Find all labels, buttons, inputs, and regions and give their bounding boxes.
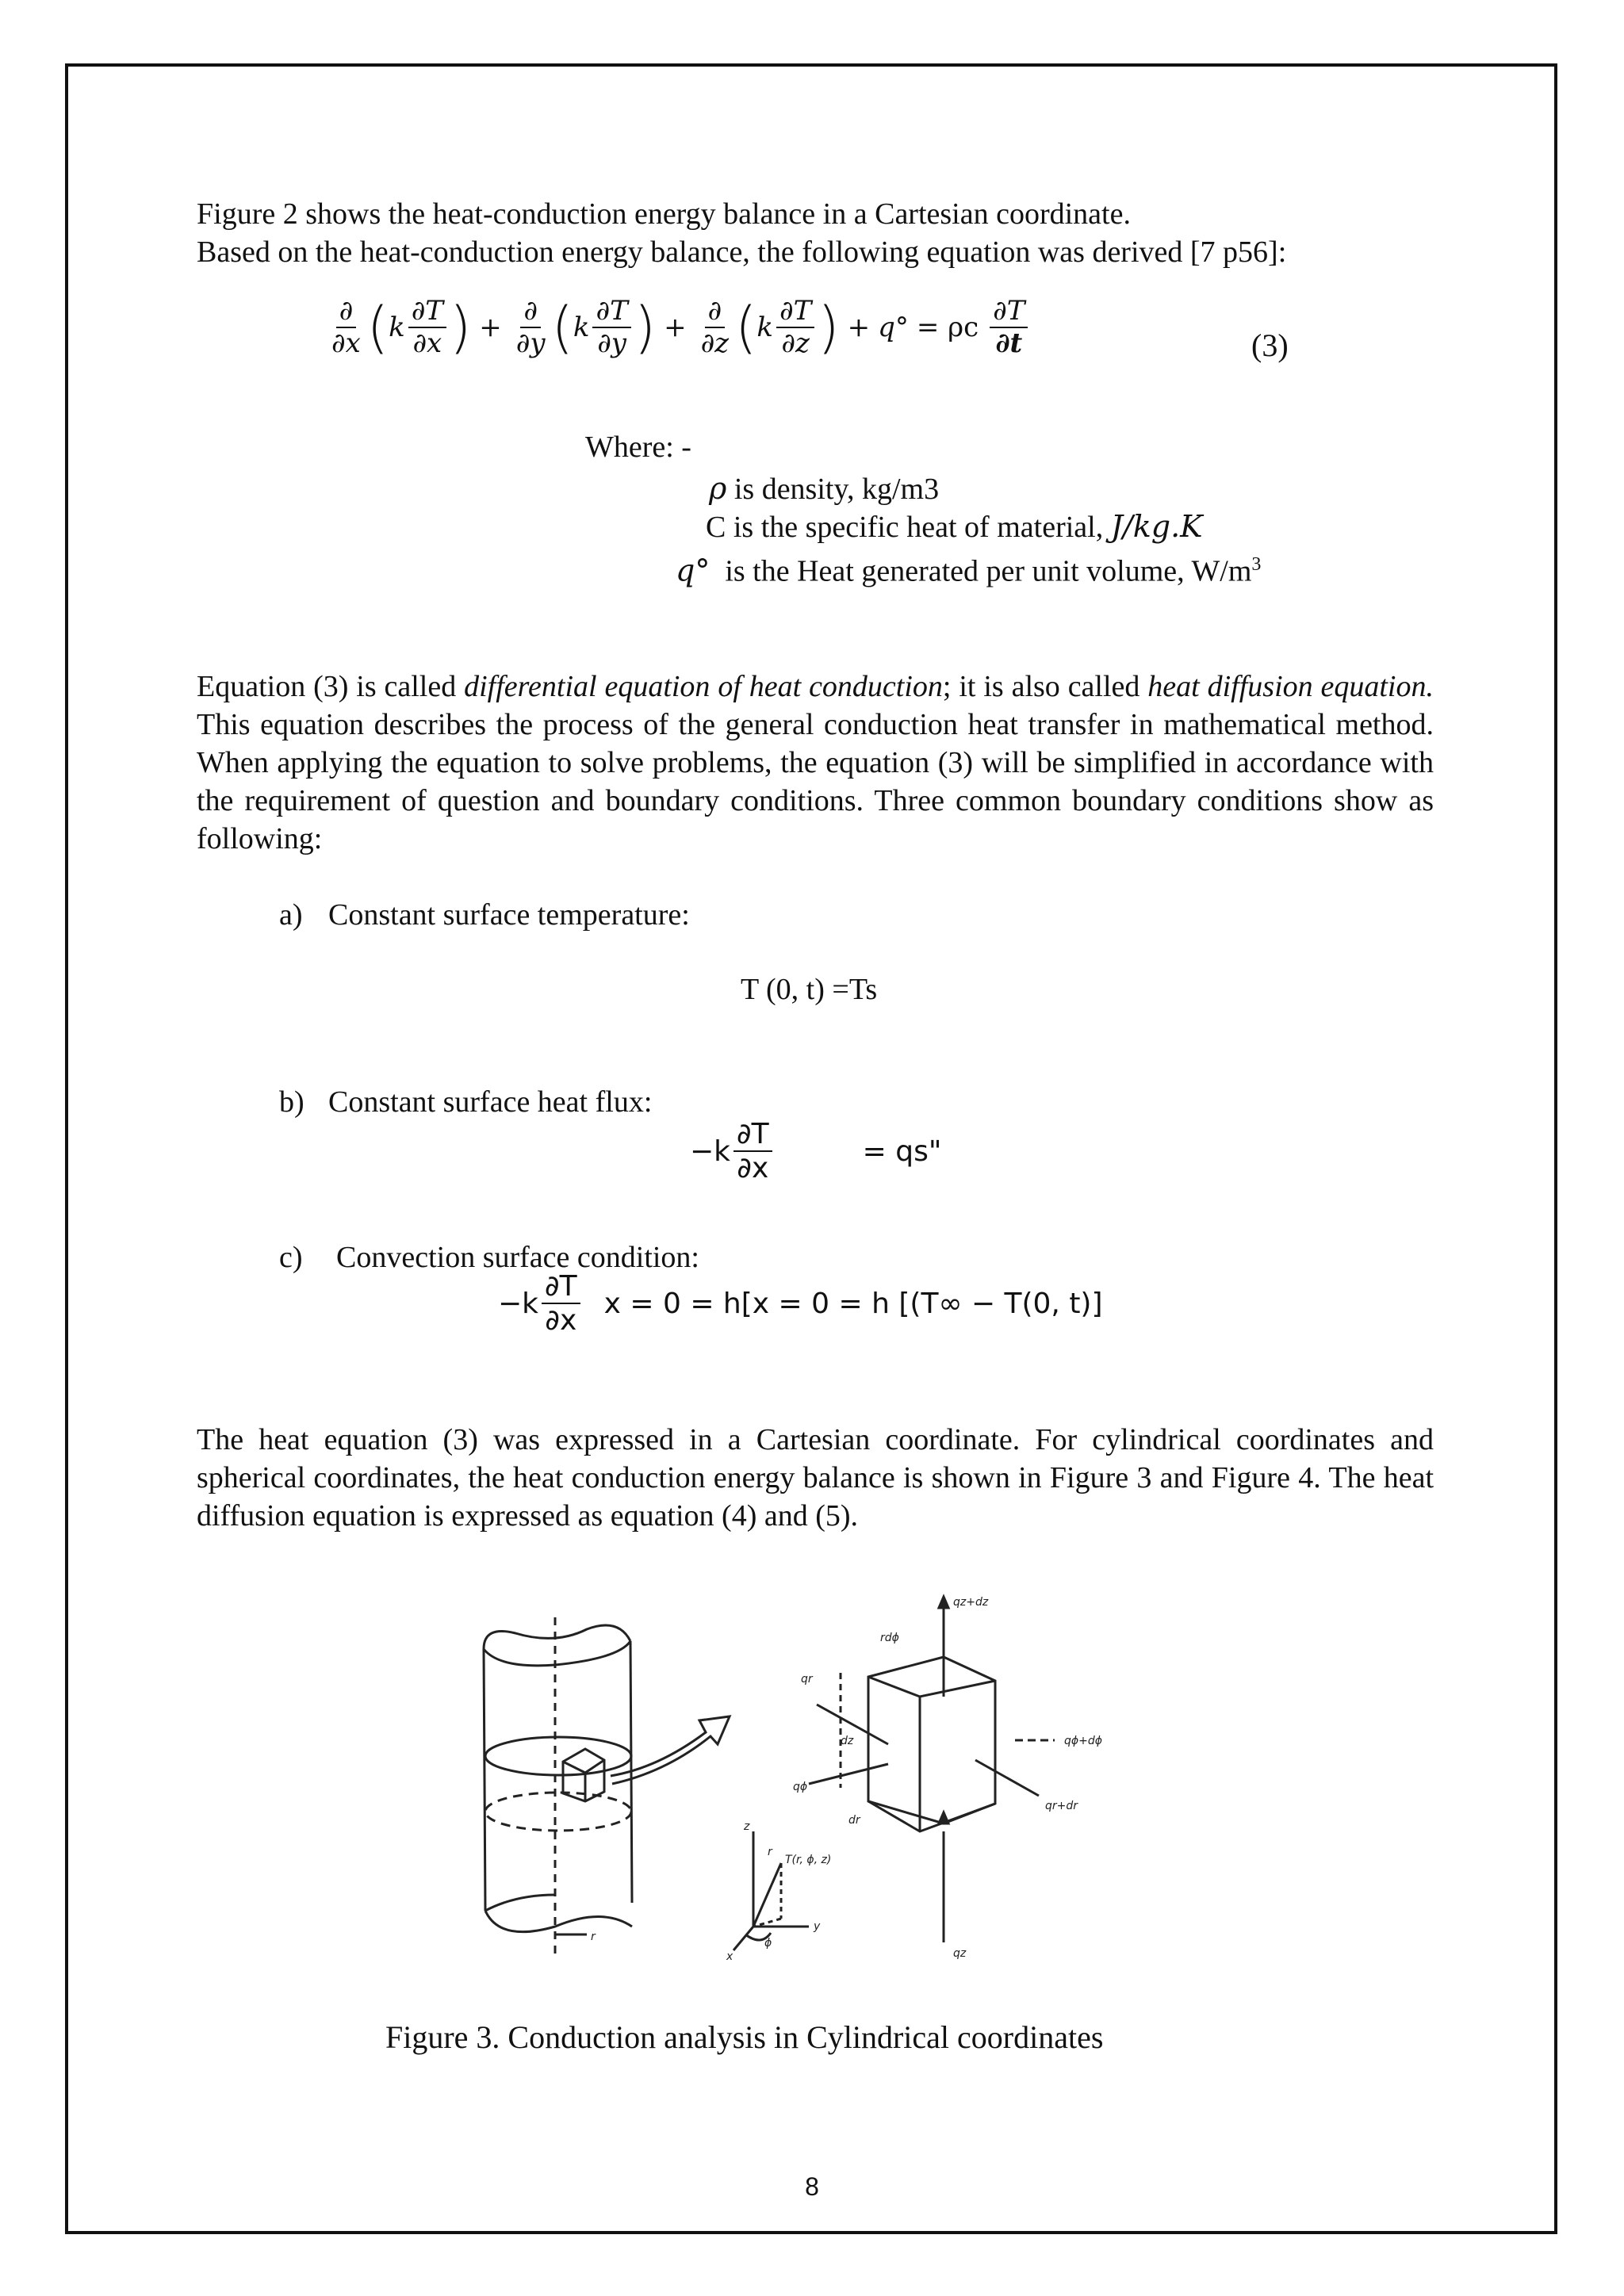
intro-line-1: Figure 2 shows the heat-conduction energy balance in a Cartesian coordinate. bbox=[197, 197, 1131, 231]
d-dz-frac: $\frac{\partial}{\partial z}$ bbox=[700, 294, 730, 359]
cylinder-drawing bbox=[484, 1617, 632, 1958]
label-phi: ϕ bbox=[764, 1937, 772, 1950]
d-dx-frac: $\frac{\partial}{\partial x}$ bbox=[331, 294, 361, 359]
label-q-z-dz: qz+dz bbox=[953, 1596, 989, 1609]
bc-a-equation: T (0, t) =Ts bbox=[741, 973, 878, 1006]
bc-b-label: b) bbox=[279, 1085, 304, 1119]
bc-c-equation: −k $\frac{\partial T}{\partial x}$ x = 0 = h[x = 0 = h [(T∞ − T(0, t)] bbox=[498, 1270, 1103, 1337]
volume-element bbox=[809, 1597, 1055, 1942]
label-q-z: qz bbox=[953, 1947, 967, 1960]
page-number: 8 bbox=[805, 2172, 819, 2201]
label-r-left: r bbox=[591, 1931, 596, 1943]
label-axis-r: r bbox=[768, 1846, 772, 1858]
figure-3-illustration bbox=[468, 1594, 1182, 1966]
paragraph-coordinates: The heat equation (3) was expressed in a Cartesian coordinate. For cylindrical coordinates and spherical coordinates, the heat conduction energy balance is shown in Figure 3 and Figure 4. The heat diffusion equation is expressed as equation (4) and (5). bbox=[197, 1423, 1434, 1533]
dT-dy-frac: $\frac{\partial T}{\partial y}$ bbox=[592, 296, 630, 359]
where-rho: ρ is density, kg/m3 bbox=[709, 471, 940, 506]
where-c: C is the specific heat of material, J/kg.K bbox=[706, 509, 1203, 544]
label-axis-x: x bbox=[726, 1950, 733, 1963]
dT-dz-frac: $\frac{\partial T}{\partial z}$ bbox=[776, 296, 814, 359]
label-axis-y: y bbox=[814, 1920, 821, 1933]
equation-3: $\frac{\partial}{\partial x}$ ( k $\frac{\partial T}{\partial x}$ ) + $\frac{\partial}{\partial y}$ ( k $\frac{\partial T}{\partial y}$ ) + $\frac{\partial}{\partial z}$ ( k $\frac{\partial T}{\partial z}$ ) + q° = ρc $\frac{\partial T}{\partial t}$ bbox=[325, 295, 1031, 360]
dT-dx-frac: $\frac{\partial T}{\partial x}$ bbox=[408, 296, 446, 359]
figure-3-caption: Figure 3. Conduction analysis in Cylindrical coordinates bbox=[385, 2019, 1104, 2055]
label-q-phi: qϕ bbox=[793, 1781, 808, 1793]
label-q-r: qr bbox=[801, 1673, 813, 1686]
label-dr: dr bbox=[848, 1814, 860, 1827]
where-q: q° is the Heat generated per unit volume, $W/m^3$ bbox=[676, 553, 1262, 588]
bc-a-text: Constant surface temperature: bbox=[328, 898, 690, 932]
label-axis-z: z bbox=[744, 1820, 750, 1833]
label-q-r-dr: qr+dr bbox=[1045, 1800, 1078, 1812]
where-label: Where: - bbox=[585, 430, 691, 464]
label-dz: dz bbox=[841, 1735, 854, 1747]
dT-dt-frac: $\frac{\partial T}{\partial t}$ bbox=[990, 296, 1028, 359]
bc-c-text: Convection surface condition: bbox=[336, 1241, 699, 1274]
equation-3-number: (3) bbox=[1251, 327, 1289, 363]
label-r-dphi: rdϕ bbox=[880, 1632, 899, 1644]
d-dy-frac: $\frac{\partial}{\partial y}$ bbox=[515, 294, 546, 359]
bc-a-label: a) bbox=[279, 898, 303, 932]
bc-b-equation: −k $\frac{\partial T}{\partial x}$ = qs" bbox=[690, 1118, 942, 1185]
label-q-phi-dphi: qϕ+dϕ bbox=[1064, 1735, 1102, 1747]
bc-b-text: Constant surface heat flux: bbox=[328, 1085, 653, 1119]
bc-c-label: c) bbox=[279, 1241, 303, 1274]
paragraph-heat-diffusion: Equation (3) is called differential equation of heat conduction; it is also called heat diffusion equation. This equation describes the process of the general conduction heat transfer in mathematical method. When applying the equation to solve problems, the equation (3) will be simplified in accordance with the requirement of question and boundary conditions. Three common boundary conditions show as following: bbox=[197, 670, 1434, 855]
intro-line-2: Based on the heat-conduction energy balance, the following equation was derived [7 p56]: bbox=[197, 235, 1287, 269]
label-T-point: T(r, ϕ, z) bbox=[785, 1854, 832, 1866]
